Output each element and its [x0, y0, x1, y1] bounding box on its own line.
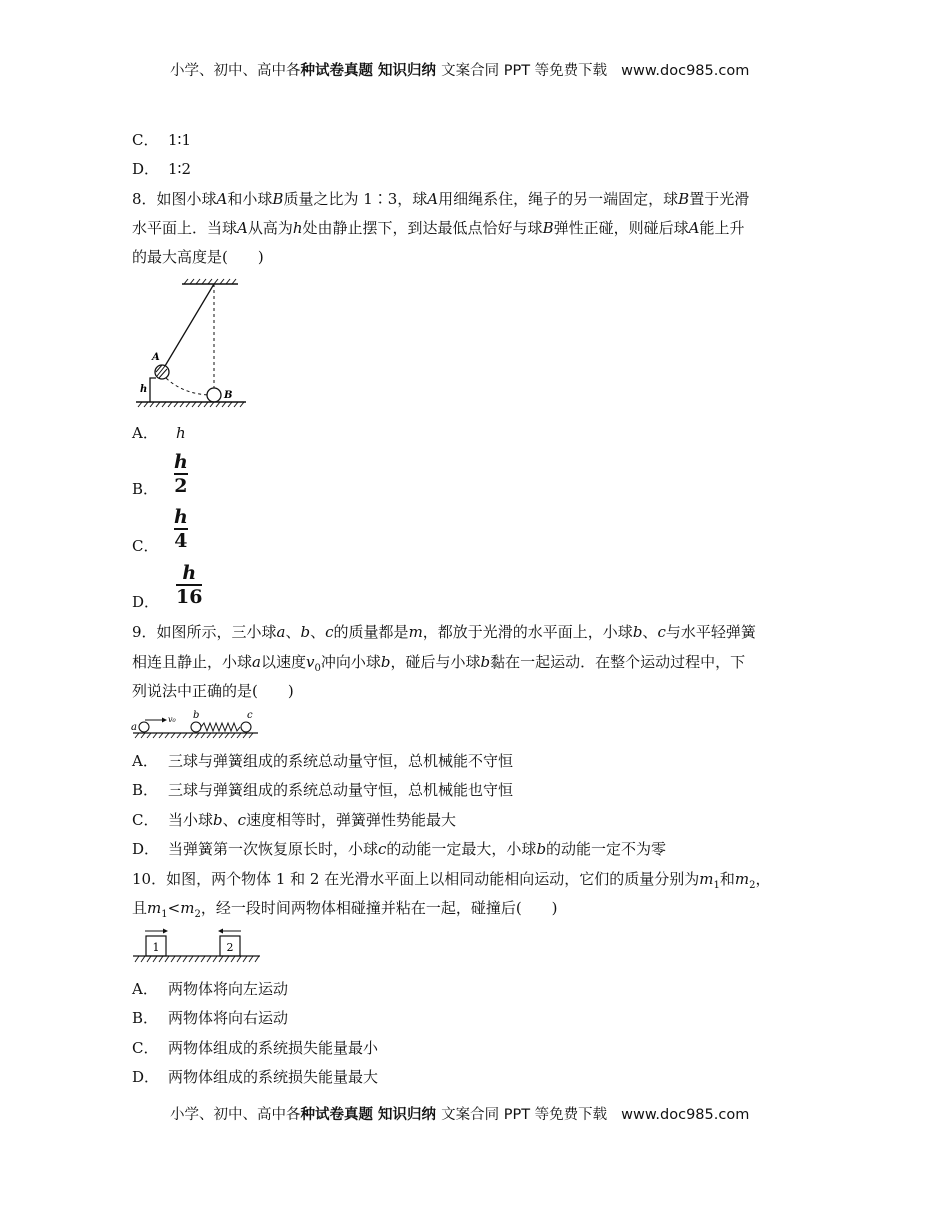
- option-label: B．: [132, 1009, 159, 1027]
- option-text: 1∶1: [168, 131, 191, 149]
- option-text: 三球与弹簧组成的系统总动量守恒，总机械能也守恒: [168, 781, 514, 799]
- option-text: 两物体组成的系统损失能量最小: [168, 1039, 379, 1057]
- header-url[interactable]: www.doc985.com: [621, 63, 750, 79]
- q8-option-b-label: B．: [132, 480, 159, 498]
- header-text-1: 小学、初中、高中各: [170, 63, 301, 79]
- q9-spring-figure: [130, 708, 260, 740]
- box-2-label: 2: [226, 941, 234, 954]
- label-b: b: [193, 710, 200, 721]
- option-text: 1∶2: [168, 160, 191, 178]
- q9-option-b: [132, 780, 513, 800]
- spring: [201, 723, 240, 731]
- header-banner: [170, 59, 749, 80]
- arrow-left-head: [218, 929, 223, 934]
- q8-option-b-fraction: h 2: [174, 451, 188, 497]
- option-label: B．: [132, 781, 159, 799]
- option-text: 两物体将向右运动: [168, 1009, 289, 1027]
- footer-text-3: 知识归纳: [373, 1107, 442, 1123]
- option-label: C．: [132, 811, 159, 829]
- label-a: A: [152, 352, 160, 363]
- label-b: B: [224, 390, 233, 401]
- option-label: A．: [132, 980, 158, 998]
- q9-option-c: C． 当小球b、c速度相等时，弹簧弹性势能最大: [132, 811, 457, 829]
- option-label: C．: [132, 1039, 159, 1057]
- ball-b: [191, 722, 201, 732]
- option-text: h: [176, 424, 186, 442]
- option-label: D．: [132, 1068, 160, 1086]
- option-label: A．: [132, 752, 158, 770]
- swing-arc: [162, 374, 210, 395]
- q8-option-a: [132, 423, 186, 443]
- q10-boxes-figure: [130, 926, 262, 966]
- option-label: A．: [132, 424, 158, 442]
- footer-text-2: 种试卷真题: [300, 1107, 373, 1123]
- ground-hatch: [135, 733, 253, 738]
- q10-stem-line1: 10．如图，两个物体 1 和 2 在光滑水平面上以相同动能相向运动，它们的质量分别为$m_1$和$m_2$，: [132, 870, 771, 891]
- header-text-3: 知识归纳: [373, 63, 442, 79]
- q8-stem-line1: 8．如图小球A和小球B质量之比为 1∶3，球A用细绳系住，绳子的另一端固定，球B置于光滑: [132, 190, 750, 208]
- q7-option-d: [132, 159, 191, 179]
- step: [150, 378, 156, 402]
- q9-stem-line3: 列说法中正确的是( ): [132, 682, 294, 700]
- label-v0: v₀: [168, 715, 176, 724]
- label-h: h: [140, 384, 148, 395]
- header-text-2: 种试卷真题: [300, 63, 373, 79]
- q8-option-d-fraction: h 16: [176, 562, 203, 608]
- ball-a: [139, 722, 149, 732]
- q8-option-c-fraction: h 4: [174, 506, 188, 552]
- q10-stem-line2: 且$m_1<m_2$，经一段时间两物体相碰撞并粘在一起，碰撞后( ): [132, 899, 558, 920]
- option-text: 两物体将向左运动: [168, 980, 289, 998]
- option-text: 两物体组成的系统损失能量最大: [168, 1068, 379, 1086]
- q10-option-a: [132, 979, 288, 999]
- q8-stem-line2: 水平面上．当球A从高为h处由静止摆下，到达最低点恰好与球B弹性正碰，则碰后球A能上升: [132, 219, 745, 237]
- q9-option-a: [132, 751, 513, 771]
- q8-pendulum-figure: [132, 278, 252, 410]
- ball-c: [241, 722, 251, 732]
- option-text: 三球与弹簧组成的系统总动量守恒，总机械能不守恒: [168, 752, 514, 770]
- footer-text-4: 文案合同 PPT 等免费下载: [441, 1107, 608, 1123]
- option-label: D．: [132, 160, 160, 178]
- option-label: D．: [132, 840, 160, 858]
- header-text-4: 文案合同 PPT 等免费下载: [441, 63, 608, 79]
- label-a: a: [131, 722, 137, 733]
- rope: [165, 284, 214, 366]
- q10-option-d: [132, 1067, 378, 1087]
- ball-b: [207, 388, 221, 402]
- velocity-arrowhead: [162, 718, 167, 723]
- q9-stem-line2: 相连且静止，小球a以速度$v_0$冲向小球b，碰后与小球b黏在一起运动．在整个运动过程中，下: [132, 653, 746, 674]
- arrow-right-head: [163, 929, 168, 934]
- footer-banner: [170, 1103, 749, 1124]
- q8-stem-line3: 的最大高度是( ): [132, 248, 264, 266]
- ball-a: [155, 365, 169, 379]
- ground-hatch: [135, 956, 259, 962]
- q7-option-c: [132, 130, 191, 150]
- footer-text-1: 小学、初中、高中各: [170, 1107, 301, 1123]
- label-c: c: [247, 710, 253, 721]
- q8-option-c-label: C．: [132, 537, 159, 555]
- option-label: C．: [132, 131, 159, 149]
- q10-option-c: [132, 1038, 378, 1058]
- box-1-label: 1: [152, 941, 160, 954]
- q8-option-d-label: D．: [132, 593, 160, 611]
- q9-option-d: D． 当弹簧第一次恢复原长时，小球c的动能一定最大，小球b的动能一定不为零: [132, 840, 667, 858]
- q9-stem-line1: 9．如图所示，三小球a、b、c的质量都是m，都放于光滑的水平面上，小球b、c与水平轻弹簧: [132, 623, 756, 641]
- q10-option-b: [132, 1008, 288, 1028]
- footer-url[interactable]: www.doc985.com: [621, 1107, 750, 1123]
